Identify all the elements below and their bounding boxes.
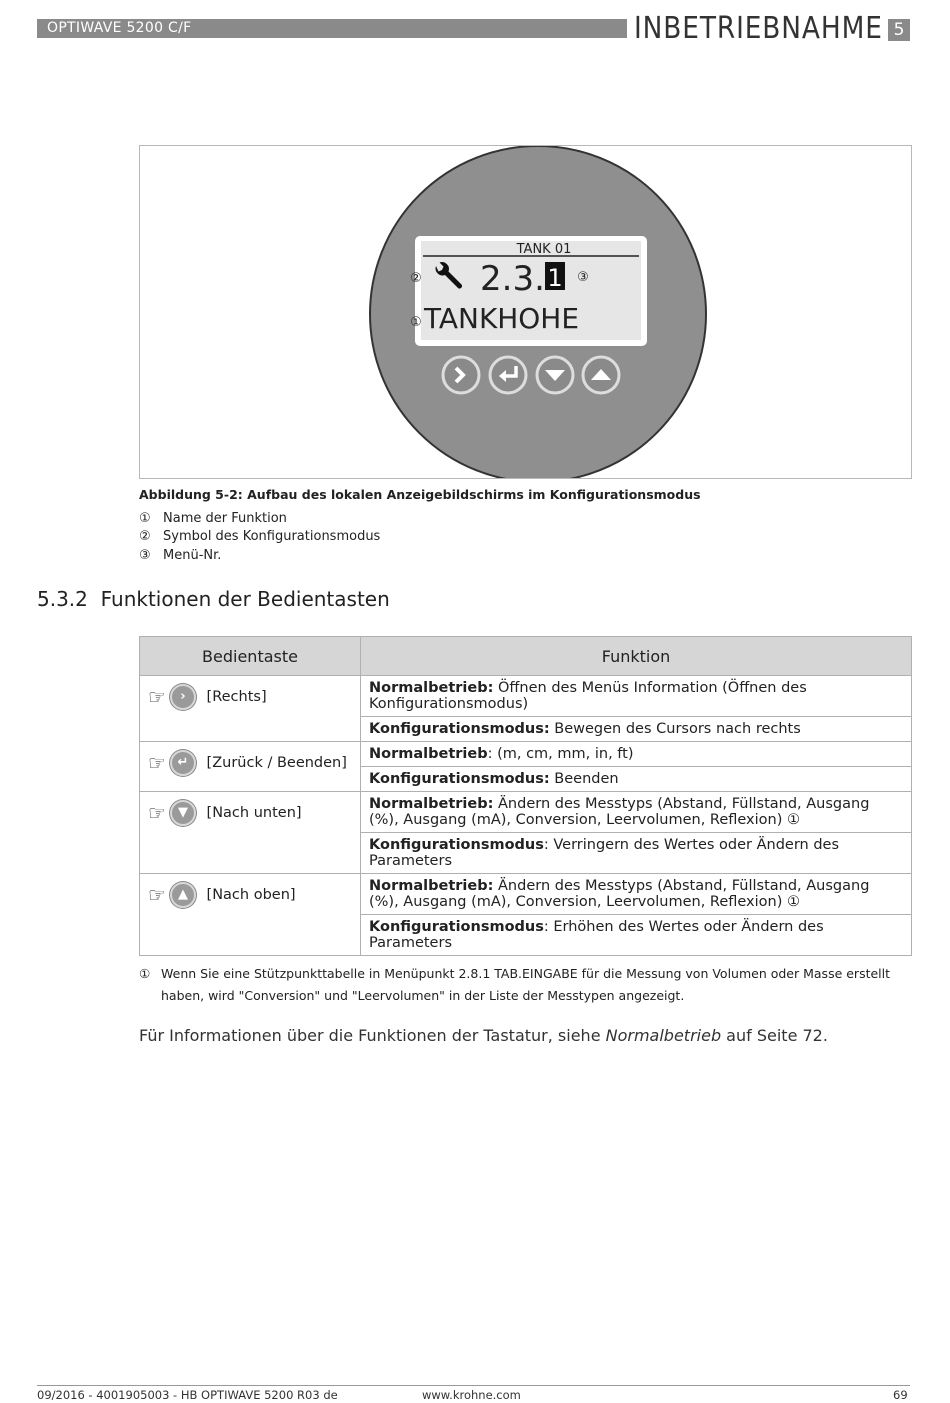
enter-icon: ↵ — [170, 750, 196, 776]
function-cell — [361, 676, 912, 717]
function-text: : Verringern des Wertes oder Ändern des Parameters — [369, 837, 840, 869]
function-cell — [361, 792, 912, 833]
legend-text: Symbol des Konfigurationsmodus — [163, 529, 381, 544]
key-cell — [140, 874, 361, 956]
mode-label: Normalbetrieb — [369, 746, 488, 762]
function-cell — [361, 717, 912, 742]
down-button[interactable] — [537, 357, 573, 393]
footnote-line-1: Wenn Sie eine Stützpunkttabelle in Menüpunkt 2.8.1 TAB.EINGABE für die Messung von Volumen oder Masse erstellt — [161, 966, 891, 981]
product-name: OPTIWAVE 5200 C/F — [47, 20, 192, 36]
col-header-key: Bedientaste — [140, 637, 361, 676]
footer-website[interactable]: www.krohne.com — [422, 1388, 521, 1402]
enter-button[interactable] — [490, 357, 526, 393]
display-illustration — [140, 146, 912, 479]
function-name: TANKHOHE — [423, 302, 579, 335]
mode-label: Normalbetrieb: — [369, 680, 494, 696]
key-function-table — [139, 636, 912, 956]
marker-2: ② — [410, 271, 422, 286]
function-text: Bewegen des Cursors nach rechts — [549, 721, 801, 737]
function-text: Öffnen des Menüs Information (Öffnen des Konfigurationsmodus) — [369, 680, 807, 712]
page-number: 69 — [893, 1388, 908, 1402]
marker-1: ① — [410, 315, 422, 330]
function-cell — [361, 833, 912, 874]
legend-num: ① — [139, 511, 151, 526]
mode-label: Normalbetrieb: — [369, 796, 494, 812]
function-text: Ändern des Messtyps (Abstand, Füllstand, Ausgang (%), Ausgang (mA), Conversion, Leervolumen, Reflexion) ① — [369, 796, 870, 828]
function-cell — [361, 915, 912, 956]
legend-num: ② — [139, 529, 151, 544]
chevron-right-icon: › — [170, 684, 196, 710]
hand-pointer-icon: ☞ — [148, 685, 166, 709]
footer-doc-id: 09/2016 - 4001905003 - HB OPTIWAVE 5200 R03 de — [37, 1388, 338, 1402]
hand-pointer-icon: ☞ — [148, 801, 166, 825]
key-label: [Nach oben] — [206, 887, 296, 903]
cursor-digit: 1 — [547, 264, 563, 292]
info-text-end: auf Seite 72. — [721, 1026, 828, 1045]
function-text: : Erhöhen des Wertes oder Ändern des Parameters — [369, 919, 824, 951]
display-figure — [139, 145, 912, 479]
info-paragraph — [139, 1026, 828, 1045]
display-tank-label: TANK 01 — [516, 242, 572, 257]
key-cell — [140, 676, 361, 742]
footer-rule — [37, 1385, 910, 1386]
function-text: Ändern des Messtyps (Abstand, Füllstand, Ausgang (%), Ausgang (mA), Conversion, Leervolumen, Reflexion) ① — [369, 878, 870, 910]
table-row — [140, 874, 912, 915]
cross-reference-link[interactable]: Normalbetrieb — [605, 1026, 722, 1045]
table-footnote — [139, 963, 929, 1007]
key-cell — [140, 792, 361, 874]
legend-item — [139, 529, 380, 544]
legend-num: ③ — [139, 548, 151, 563]
table-row — [140, 792, 912, 833]
section-title: 5.3.2 Funktionen der Bedientasten — [37, 587, 390, 611]
table-row — [140, 742, 912, 767]
function-text: Beenden — [549, 771, 619, 787]
hand-pointer-icon: ☞ — [148, 751, 166, 775]
up-button[interactable] — [583, 357, 619, 393]
mode-label: Normalbetrieb: — [369, 878, 494, 894]
footnote-line-2: haben, wird "Conversion" und "Leervolumen" in der Liste der Messtypen angezeigt. — [161, 988, 685, 1003]
legend-item — [139, 511, 287, 526]
chapter-title: INBETRIEBNAHME — [634, 11, 883, 46]
function-cell — [361, 742, 912, 767]
mode-label: Konfigurationsmodus — [369, 837, 544, 853]
function-text: : (m, cm, mm, in, ft) — [487, 746, 634, 762]
mode-label: Konfigurationsmodus: — [369, 771, 550, 787]
figure-caption: Abbildung 5-2: Aufbau des lokalen Anzeigebildschirms im Konfigurationsmodus — [139, 487, 701, 502]
footnote-num: ① — [139, 966, 151, 981]
arrow-up-icon: ▲ — [170, 882, 196, 908]
table-row — [140, 676, 912, 717]
key-label: [Nach unten] — [206, 805, 302, 821]
col-header-function: Funktion — [361, 637, 912, 676]
info-text: Für Informationen über die Funktionen der Tastatur, siehe — [139, 1026, 606, 1045]
legend-text: Name der Funktion — [163, 511, 287, 526]
legend-item — [139, 548, 221, 563]
arrow-down-icon: ▼ — [170, 800, 196, 826]
menu-number: 2.3. — [480, 259, 545, 299]
key-label: [Zurück / Beenden] — [206, 755, 347, 771]
function-cell — [361, 874, 912, 915]
chapter-number: 5 — [888, 19, 910, 41]
legend-text: Menü-Nr. — [163, 548, 222, 563]
right-button[interactable] — [443, 357, 479, 393]
key-label: [Rechts] — [206, 689, 267, 705]
function-cell — [361, 767, 912, 792]
key-cell — [140, 742, 361, 792]
marker-3: ③ — [577, 270, 589, 285]
hand-pointer-icon: ☞ — [148, 883, 166, 907]
mode-label: Konfigurationsmodus: — [369, 721, 550, 737]
mode-label: Konfigurationsmodus — [369, 919, 544, 935]
